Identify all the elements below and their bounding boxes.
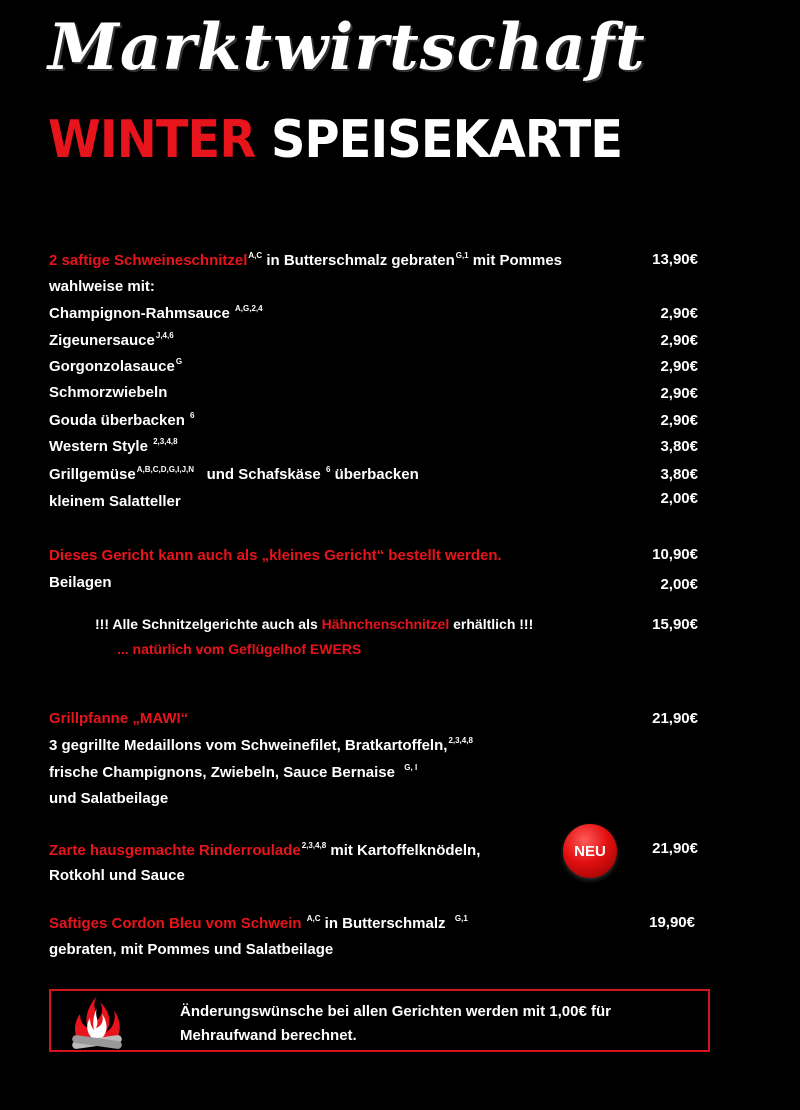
option-price: 2,90€ <box>660 385 698 402</box>
schnitzel-title <box>49 251 562 269</box>
surcharge-line1: Änderungswünsche bei allen Gerichten werden mit 1,00€ für <box>180 1003 611 1020</box>
allergen-sup: 6 <box>190 411 195 420</box>
option-extra: überbacken <box>334 466 419 483</box>
new-badge: NEU <box>563 824 617 878</box>
option-item <box>49 331 174 349</box>
grillpfanne-title: Grillpfanne „MAWI“ <box>49 710 189 727</box>
allergen-sup: 2,3,4,8 <box>153 437 178 446</box>
option-item <box>49 304 263 322</box>
sides-label: Beilagen <box>49 574 112 591</box>
option-name: kleinem Salatteller <box>49 493 181 510</box>
chicken-note <box>95 616 533 632</box>
option-name: Gouda überbacken <box>49 412 185 429</box>
option-price: 2,90€ <box>660 358 698 375</box>
option-item <box>49 411 195 429</box>
small-dish-note: Dieses Gericht kann auch als „kleines Gericht“ bestellt werden. <box>49 547 502 564</box>
option-price: 3,80€ <box>660 466 698 483</box>
chicken-highlight: Hähnchenschnitzel <box>321 616 450 632</box>
choice-label: wahlweise mit: <box>49 278 155 295</box>
allergen-sup: A,C <box>248 251 263 260</box>
allergen-sup: G,1 <box>455 251 469 260</box>
option-price: 2,90€ <box>660 305 698 322</box>
allergen-sup: A,C <box>306 914 321 923</box>
grillpfanne-desc: frische Champignons, Zwiebeln, Sauce Bernaise <box>49 764 395 781</box>
allergen-sup: G,1 <box>454 914 468 923</box>
allergen-sup: G, I <box>404 763 418 772</box>
option-name: Zigeunersauce <box>49 332 155 349</box>
chicken-price: 15,90€ <box>652 616 698 633</box>
schnitzel-title-rest: in Butterschmalz gebraten <box>262 252 455 269</box>
option-price: 2,90€ <box>660 412 698 429</box>
grillpfanne-line1 <box>49 736 473 754</box>
allergen-sup: J,4,6 <box>155 331 174 340</box>
option-price: 3,80€ <box>660 438 698 455</box>
allergen-sup: G <box>175 357 183 366</box>
chicken-suffix: erhältlich !!! <box>449 616 534 632</box>
option-item <box>49 384 167 401</box>
restaurant-title: Marktwirtschaft <box>48 10 646 85</box>
allergen-sup: 2,3,4,8 <box>301 841 327 850</box>
menu-headline <box>48 110 622 170</box>
grillpfanne-line2 <box>49 763 417 781</box>
option-price: 2,90€ <box>660 332 698 349</box>
grillpfanne-desc: 3 gegrillte Medaillons vom Schweinefilet, Bratkartoffeln, <box>49 737 448 754</box>
option-price: 2,00€ <box>660 490 698 507</box>
grillpfanne-price: 21,90€ <box>652 710 698 727</box>
option-item <box>49 437 178 455</box>
surcharge-line2: Mehraufwand berechnet. <box>180 1027 357 1044</box>
cordon-title-red: Saftiges Cordon Bleu vom Schwein <box>49 915 302 932</box>
option-name: Champignon-Rahmsauce <box>49 305 230 322</box>
option-item <box>49 357 182 375</box>
surcharge-notice <box>180 1000 611 1048</box>
headline-menu: SPEISEKARTE <box>270 110 623 170</box>
fire-icon <box>66 992 128 1057</box>
allergen-sup: 2,3,4,8 <box>448 736 473 745</box>
option-name: Schmorzwiebeln <box>49 384 168 401</box>
allergen-sup: A,B,C,D,G,I,J,N <box>136 465 195 474</box>
roulade-title <box>49 841 480 859</box>
roulade-title-rest: mit Kartoffelknödeln, <box>326 842 481 859</box>
small-dish-price: 10,90€ <box>652 546 698 563</box>
cordon-line2: gebraten, mit Pommes und Salatbeilage <box>49 941 334 958</box>
schnitzel-title-red: 2 saftige Schweineschnitzel <box>49 252 248 269</box>
allergen-sup: 6 <box>325 465 331 474</box>
option-extra: und Schafskäse <box>206 466 321 483</box>
option-item <box>49 465 419 483</box>
chicken-origin: ... natürlich vom Geflügelhof EWERS <box>117 641 362 657</box>
cordon-price: 19,90€ <box>649 914 695 931</box>
sides-price: 2,00€ <box>660 576 698 593</box>
cordon-title <box>49 914 468 932</box>
roulade-title-red: Zarte hausgemachte Rinderroulade <box>49 842 301 859</box>
option-name: Western Style <box>49 438 148 455</box>
roulade-price: 21,90€ <box>652 840 698 857</box>
chicken-prefix: !!! Alle Schnitzelgerichte auch als <box>95 616 322 632</box>
roulade-line2: Rotkohl und Sauce <box>49 867 185 884</box>
headline-season: WINTER <box>48 110 256 170</box>
option-name: Grillgemüse <box>49 466 136 483</box>
allergen-sup: A,G,2,4 <box>235 304 263 313</box>
schnitzel-title-rest2: mit Pommes <box>468 252 563 269</box>
schnitzel-price: 13,90€ <box>652 251 698 268</box>
cordon-title-rest: in Butterschmalz <box>320 915 446 932</box>
option-name: Gorgonzolasauce <box>49 358 175 375</box>
option-item <box>49 493 181 510</box>
grillpfanne-line3: und Salatbeilage <box>49 790 169 807</box>
